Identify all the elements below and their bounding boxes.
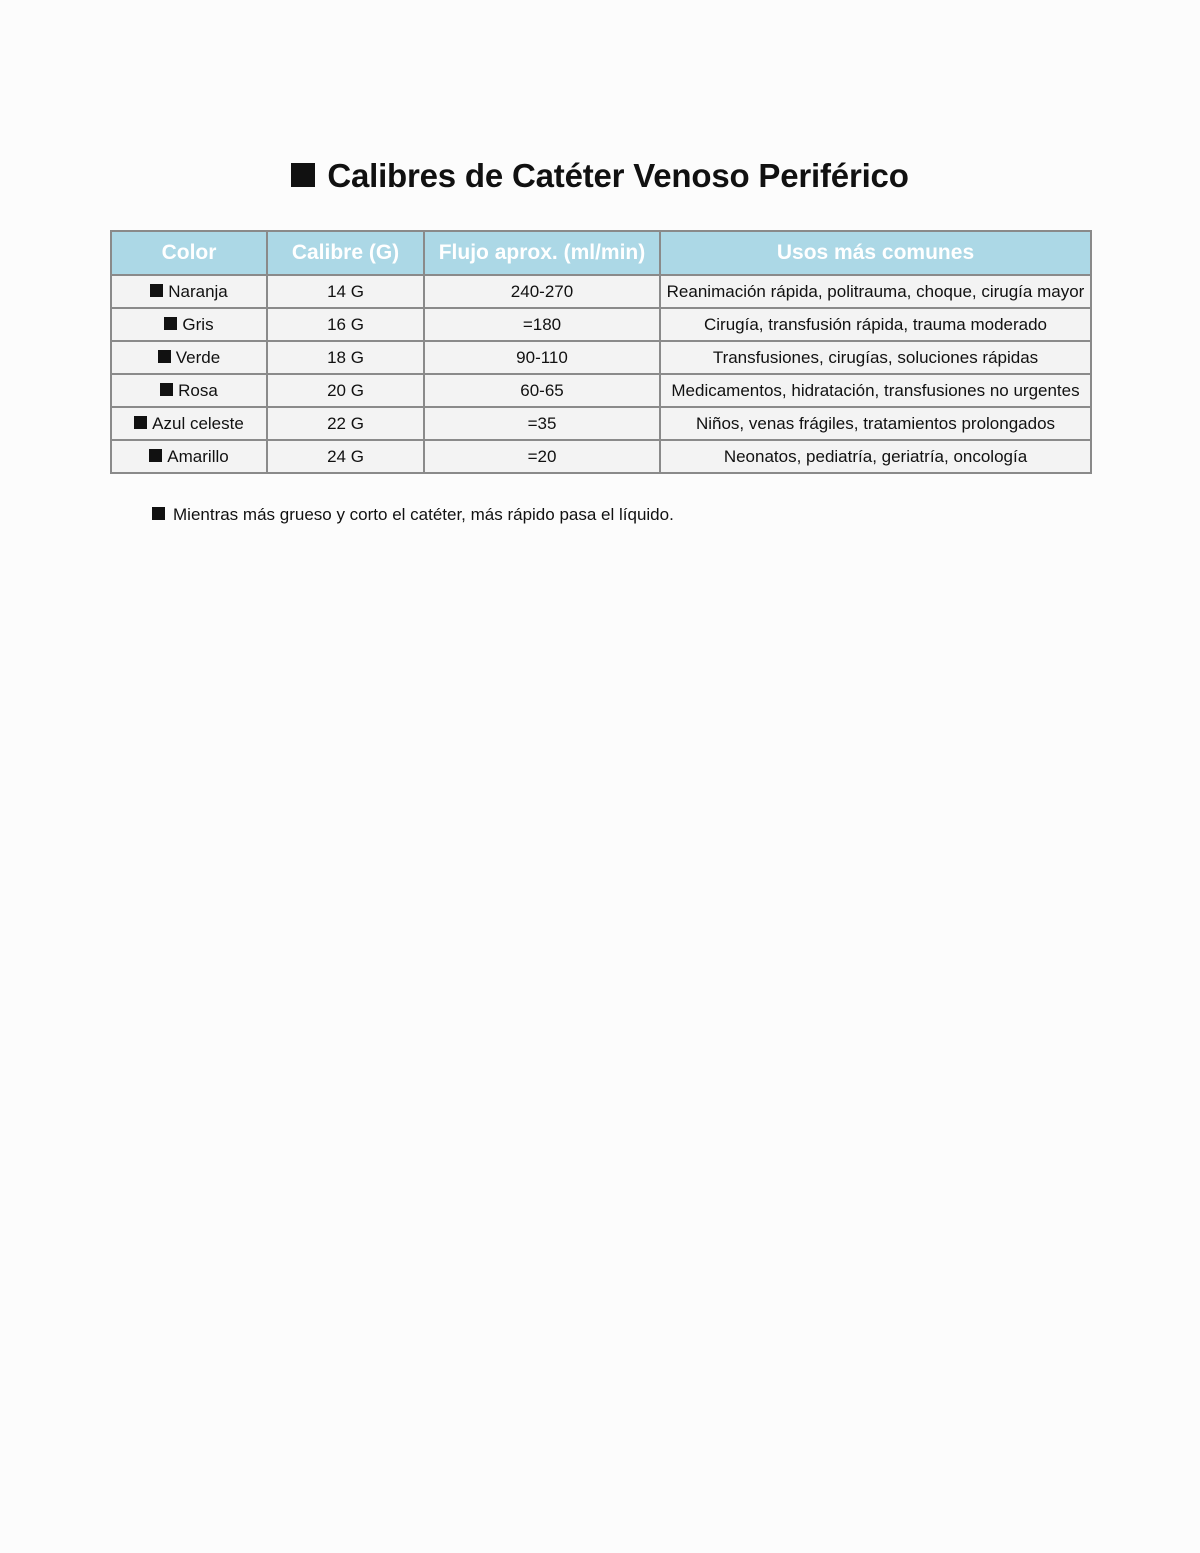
page-title-text: Calibres de Catéter Venoso Periférico (327, 157, 909, 194)
table-row (111, 341, 1091, 374)
black-square-icon (291, 163, 315, 187)
cell-color-label: Verde (175, 348, 221, 367)
black-square-icon (149, 449, 162, 462)
cell-color (111, 341, 267, 374)
cell-color-label: Azul celeste (152, 414, 244, 433)
cell-uses: Niños, venas frágiles, tratamientos prolongados (660, 407, 1091, 440)
cell-color (111, 374, 267, 407)
table-row (111, 374, 1091, 407)
table-row (111, 440, 1091, 473)
cell-flow: =35 (424, 407, 660, 440)
cell-uses: Reanimación rápida, politrauma, choque, cirugía mayor (660, 275, 1091, 308)
cell-color-label: Gris (182, 315, 214, 334)
cell-gauge: 24 G (267, 440, 424, 473)
table-header-row (111, 231, 1091, 275)
black-square-icon (158, 350, 171, 363)
black-square-icon (152, 507, 165, 520)
header-color: Color (111, 231, 267, 275)
cell-flow: 90-110 (424, 341, 660, 374)
cell-color-label: Rosa (178, 381, 218, 400)
black-square-icon (164, 317, 177, 330)
header-flow: Flujo aprox. (ml/min) (424, 231, 660, 275)
footnote-text: Mientras más grueso y corto el catéter, más rápido pasa el líquido. (173, 505, 674, 524)
cell-uses: Transfusiones, cirugías, soluciones rápidas (660, 341, 1091, 374)
cell-flow: =180 (424, 308, 660, 341)
cell-color (111, 440, 267, 473)
header-gauge: Calibre (G) (267, 231, 424, 275)
table-row (111, 308, 1091, 341)
cell-color-label: Amarillo (167, 447, 229, 466)
black-square-icon (134, 416, 147, 429)
cell-flow: =20 (424, 440, 660, 473)
cell-color (111, 275, 267, 308)
cell-flow: 60-65 (424, 374, 660, 407)
cell-flow: 240-270 (424, 275, 660, 308)
cell-gauge: 22 G (267, 407, 424, 440)
cell-color (111, 407, 267, 440)
cell-gauge: 16 G (267, 308, 424, 341)
catheter-gauge-table (110, 230, 1092, 474)
table-row (111, 407, 1091, 440)
cell-color (111, 308, 267, 341)
cell-uses: Neonatos, pediatría, geriatría, oncología (660, 440, 1091, 473)
cell-color-label: Naranja (168, 282, 228, 301)
cell-uses: Medicamentos, hidratación, transfusiones no urgentes (660, 374, 1091, 407)
black-square-icon (160, 383, 173, 396)
black-square-icon (150, 284, 163, 297)
cell-gauge: 14 G (267, 275, 424, 308)
header-uses: Usos más comunes (660, 231, 1091, 275)
cell-uses: Cirugía, transfusión rápida, trauma moderado (660, 308, 1091, 341)
cell-gauge: 18 G (267, 341, 424, 374)
footnote (152, 502, 674, 528)
table-row (111, 275, 1091, 308)
cell-gauge: 20 G (267, 374, 424, 407)
page-title (0, 150, 1200, 202)
